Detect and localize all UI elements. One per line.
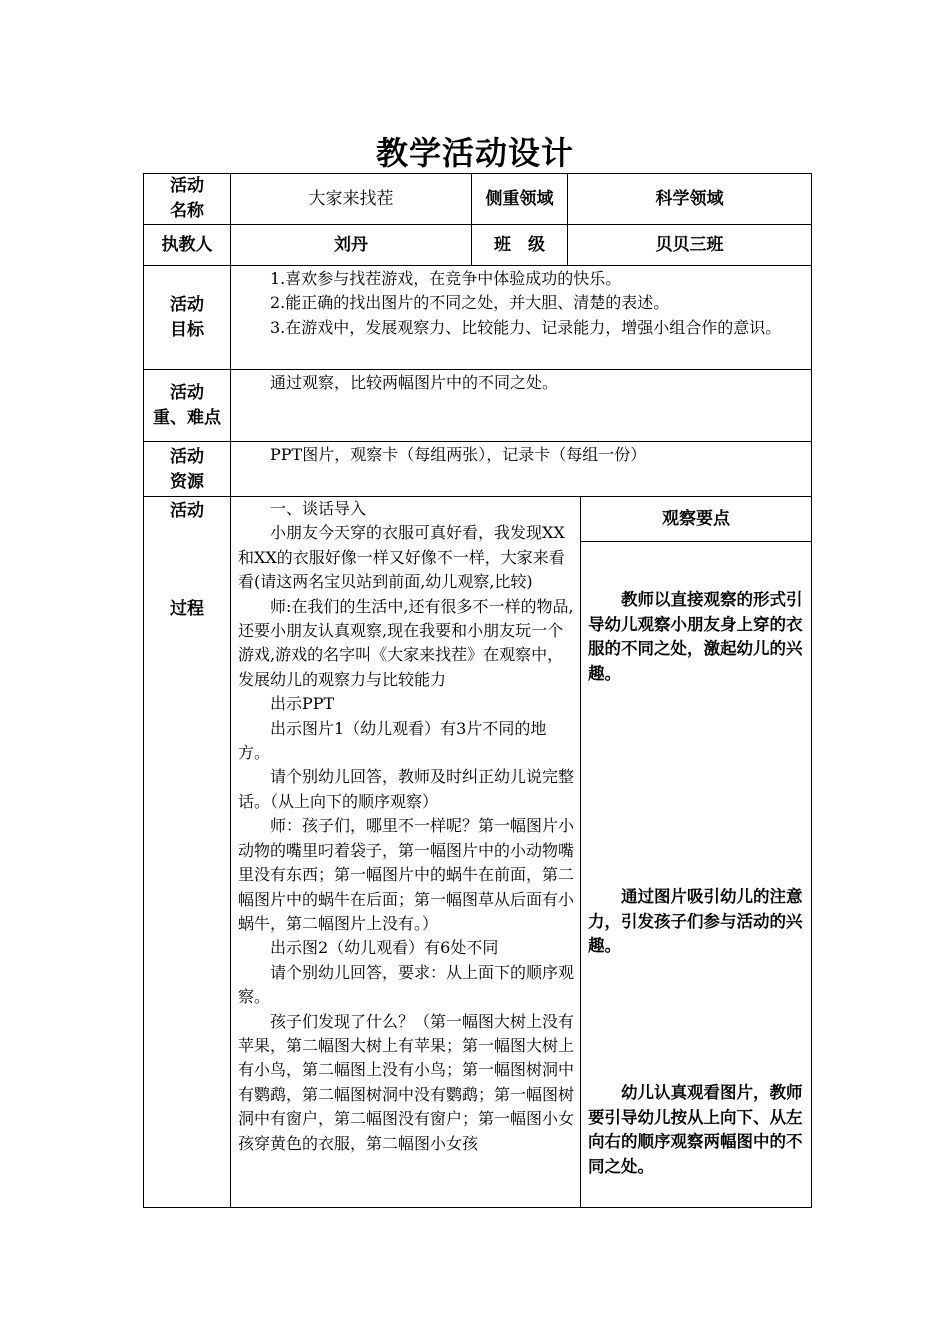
class-label: 班 级 bbox=[494, 235, 545, 255]
observation-note bbox=[588, 1081, 804, 1179]
resources-label: 活动 资源 bbox=[170, 447, 204, 492]
process-label-bottom: 过程 bbox=[170, 599, 204, 619]
process-paragraph: 师：孩子们，哪里不一样呢？第一幅图片小动物的嘴里叼着袋子，第一幅图片中的小动物嘴里没有东西；第一幅图片中的蜗牛在前面，第二幅图片中的蜗牛在后面；第一幅图草从后面有小蜗牛，第二幅图片上没有。） bbox=[238, 816, 574, 933]
keypoints-label: 活动 重、难点 bbox=[153, 383, 221, 428]
observation-note-text: 教师以直接观察的形式引导幼儿观察小朋友身上穿的衣服的不同之处，激起幼儿的兴趣。 bbox=[588, 590, 803, 683]
activity-name-value: 大家来找茬 bbox=[308, 189, 394, 209]
keypoints-text bbox=[238, 371, 804, 395]
page-title: 教学活动设计 bbox=[375, 134, 574, 172]
process-label-top: 活动 bbox=[170, 501, 204, 521]
observation-note bbox=[588, 588, 804, 686]
class-value: 贝贝三班 bbox=[655, 235, 724, 255]
activity-name-label: 活动 名称 bbox=[170, 176, 204, 221]
obs-column-divider bbox=[580, 496, 581, 1208]
goal-item: 2.能正确的找出图片的不同之处，并大胆、清楚的表述。 bbox=[270, 293, 670, 313]
row-divider bbox=[143, 369, 812, 370]
goals-list bbox=[238, 267, 804, 340]
table-border-bottom bbox=[143, 1207, 812, 1208]
process-paragraph: 一、谈话导入 bbox=[270, 499, 367, 518]
process-paragraph: 孩子们发现了什么？（第一幅图大树上没有苹果，第二幅图大树上有苹果；第一幅图大树上有小鸟，第二幅图上没有小鸟；第一幅图树洞中有鹦鹉，第二幅图树洞中没有鹦鹉；第一幅图树洞中有窗户，第二幅图没有窗户；第一幅图小女孩穿黄色的衣服，第二幅图小女孩 bbox=[238, 1011, 574, 1153]
resources-text bbox=[238, 443, 804, 467]
keypoints-paragraph: 通过观察，比较两幅图片中的不同之处。 bbox=[270, 373, 559, 392]
row-divider bbox=[143, 441, 812, 442]
row-divider bbox=[143, 265, 812, 266]
process-paragraph: 师:在我们的生活中,还有很多不一样的物品,还要小朋友认真观察,现在我要和小朋友玩一个游戏,游戏的名字叫《大家来找茬》在观察中，发展幼儿的观察力与比较能力 bbox=[238, 596, 574, 689]
process-paragraph: 请个别幼儿回答，教师及时纠正幼儿说完整话。（从上向下的顺序观察） bbox=[238, 767, 574, 811]
domain-value: 科学领域 bbox=[655, 189, 724, 209]
resources-paragraph: PPT图片，观察卡（每组两张），记录卡（每组一份） bbox=[270, 445, 647, 464]
observation-note-text: 通过图片吸引幼儿的注意力，引发孩子们参与活动的兴趣。 bbox=[588, 887, 803, 955]
observation-note-text: 幼儿认真观看图片，教师要引导幼儿按从上向下、从左向右的顺序观察两幅图中的不同之处。 bbox=[588, 1083, 803, 1176]
teacher-label: 执教人 bbox=[161, 235, 213, 255]
process-paragraph: 出示图片1（幼儿观看）有3片不同的地方。 bbox=[238, 718, 547, 763]
process-paragraph: 请个别幼儿回答，要求：从上面下的顺序观察。 bbox=[238, 962, 574, 1007]
process-paragraph: 小朋友今天穿的衣服可真好看，我发现XX和XX的衣服好像一样又好像不一样，大家来看看(请这两名宝贝站到前面,幼儿观察,比较) bbox=[238, 523, 565, 592]
table-border-right bbox=[811, 173, 812, 1208]
teacher-value: 刘丹 bbox=[334, 235, 368, 255]
domain-label: 侧重领域 bbox=[485, 189, 554, 209]
observation-note bbox=[588, 885, 804, 959]
obs-header-divider bbox=[580, 541, 812, 542]
goals-label: 活动 目标 bbox=[170, 295, 204, 340]
goal-item: 1.喜欢参与找茬游戏，在竞争中体验成功的快乐。 bbox=[270, 269, 622, 288]
process-content bbox=[238, 497, 574, 1205]
process-paragraph: 出示PPT bbox=[270, 694, 335, 714]
process-paragraph: 出示图2（幼儿观看）有6处不同 bbox=[270, 938, 499, 958]
goal-item: 3.在游戏中，发展观察力、比较能力、记录能力，增强小组合作的意识。 bbox=[270, 317, 782, 337]
observation-header: 观察要点 bbox=[662, 509, 730, 529]
